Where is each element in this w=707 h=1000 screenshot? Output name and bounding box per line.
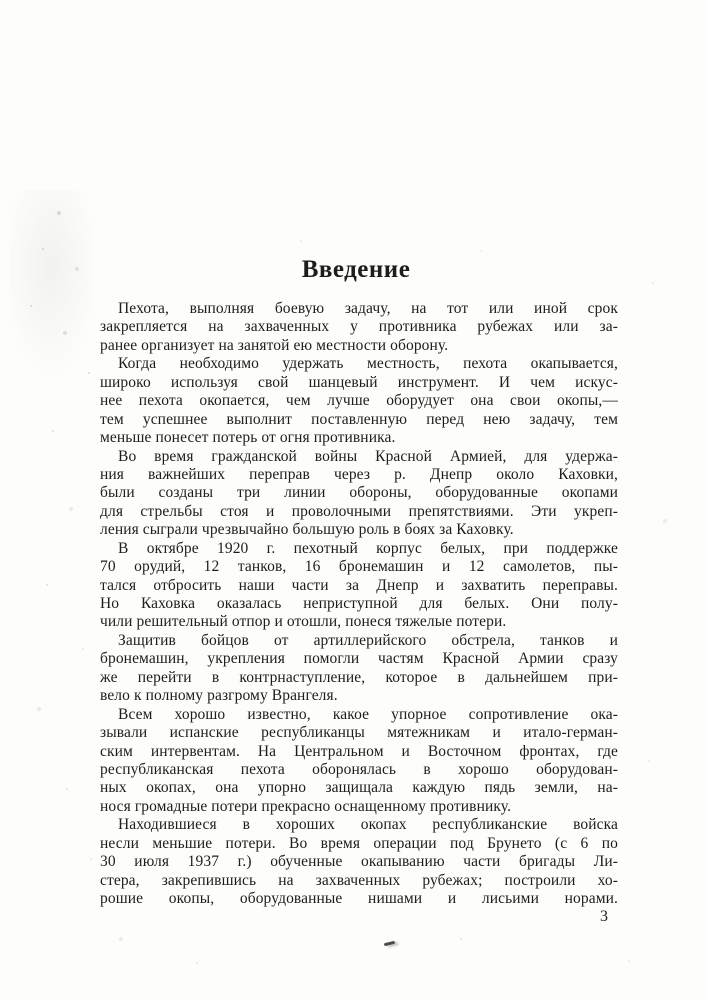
text-line: 30 июля 1937 г.) обученные окапыванию части бригады Ли-	[100, 853, 618, 871]
page-number: 3	[600, 908, 608, 925]
text-line: Находившиеся в хороших окопах республиканские войска	[118, 816, 618, 834]
text-line: же перейти в контрнаступление, которое в дальнейшем при-	[100, 668, 618, 686]
scan-shading-artifact	[10, 190, 100, 380]
text-line: рошие окопы, оборудованные нишами и лисьими норами.	[100, 890, 618, 907]
text-line: Пехота, выполняя боевую задачу, на тот или иной срок	[118, 300, 618, 317]
text-line: тался отбросить наши части за Днепр и захватить переправы.	[100, 576, 618, 594]
text-line: нее пехота окопается, чем лучше оборудует она свои окопы,—	[100, 392, 618, 410]
text-line: 70 орудий, 12 танков, 16 бронемашин и 12 самолетов, пы-	[100, 558, 618, 576]
paragraph	[100, 540, 618, 632]
text-line: ления сыграли чрезвычайно большую роль в боях за Каховку.	[100, 521, 514, 539]
text-line: ским интервентам. На Центральном и Восточном фронтах, где	[100, 742, 618, 760]
text-line: В октябре 1920 г. пехотный корпус белых, при поддержке	[118, 539, 618, 557]
text-line: ных окопах, она упорно защищала каждую пядь земли, на-	[100, 779, 618, 797]
text-line: были созданы три линии обороны, оборудованные окопами	[100, 484, 618, 502]
text-line: ния важнейших переправ через р. Днепр около Каховки,	[100, 465, 618, 483]
text-line: меньше понесет потерь от огня противника.	[100, 429, 396, 447]
text-line: стера, закрепившись на захваченных рубежах; построили хо-	[100, 871, 618, 889]
text-line: Но Каховка оказалась неприступной для белых. Они полу-	[100, 595, 618, 612]
text-line: закрепляется на захваченных у противника рубежах или за-	[100, 318, 618, 336]
text-line: тем успешнее выполнит поставленную перед нею задачу, тем	[100, 410, 618, 428]
paragraph	[100, 448, 618, 540]
body-text	[100, 300, 618, 908]
text-line: зывали испанские республиканцы мятежникам и итало-герман-	[100, 724, 618, 742]
text-line: чили решительный отпор и отошли, понеся тяжелые потери.	[100, 613, 507, 631]
page-title: Введение	[301, 256, 411, 283]
paragraph	[100, 706, 618, 817]
paragraph	[100, 300, 618, 355]
text-line: ранее организует на занятой ею местности оборону.	[100, 336, 449, 354]
paragraph	[100, 632, 618, 706]
text-line: бронемашин, укрепления помогли частям Красной Армии сразу	[100, 650, 618, 668]
paragraph	[100, 816, 618, 908]
text-line: Защитив бойцов от артиллерийского обстрела, танков и	[118, 631, 618, 649]
text-line: вело к полному разгрому Врангеля.	[100, 687, 338, 705]
text-line: Во время гражданской войны Красной Армией, для удержа-	[118, 447, 618, 465]
text-line: нося громадные потери прекрасно оснащенному противнику.	[100, 797, 512, 815]
text-line: несли меньшие потери. Во время операции под Брунето (с 6 по	[100, 834, 618, 852]
text-line: широко используя свой шанцевый инструмент. И чем искус-	[100, 373, 618, 391]
text-line: Когда необходимо удержать местность, пехота окапывается,	[118, 355, 618, 373]
paragraph	[100, 355, 618, 447]
text-line: Всем хорошо известно, какое упорное сопротивление ока-	[118, 705, 618, 723]
text-line: республиканская пехота оборонялась в хорошо оборудован-	[100, 760, 618, 778]
scan-noise-speckles	[0, 0, 2, 2]
ink-smudge	[384, 941, 395, 947]
text-line: для стрельбы стоя и проволочными препятствиями. Эти укреп-	[100, 502, 618, 520]
